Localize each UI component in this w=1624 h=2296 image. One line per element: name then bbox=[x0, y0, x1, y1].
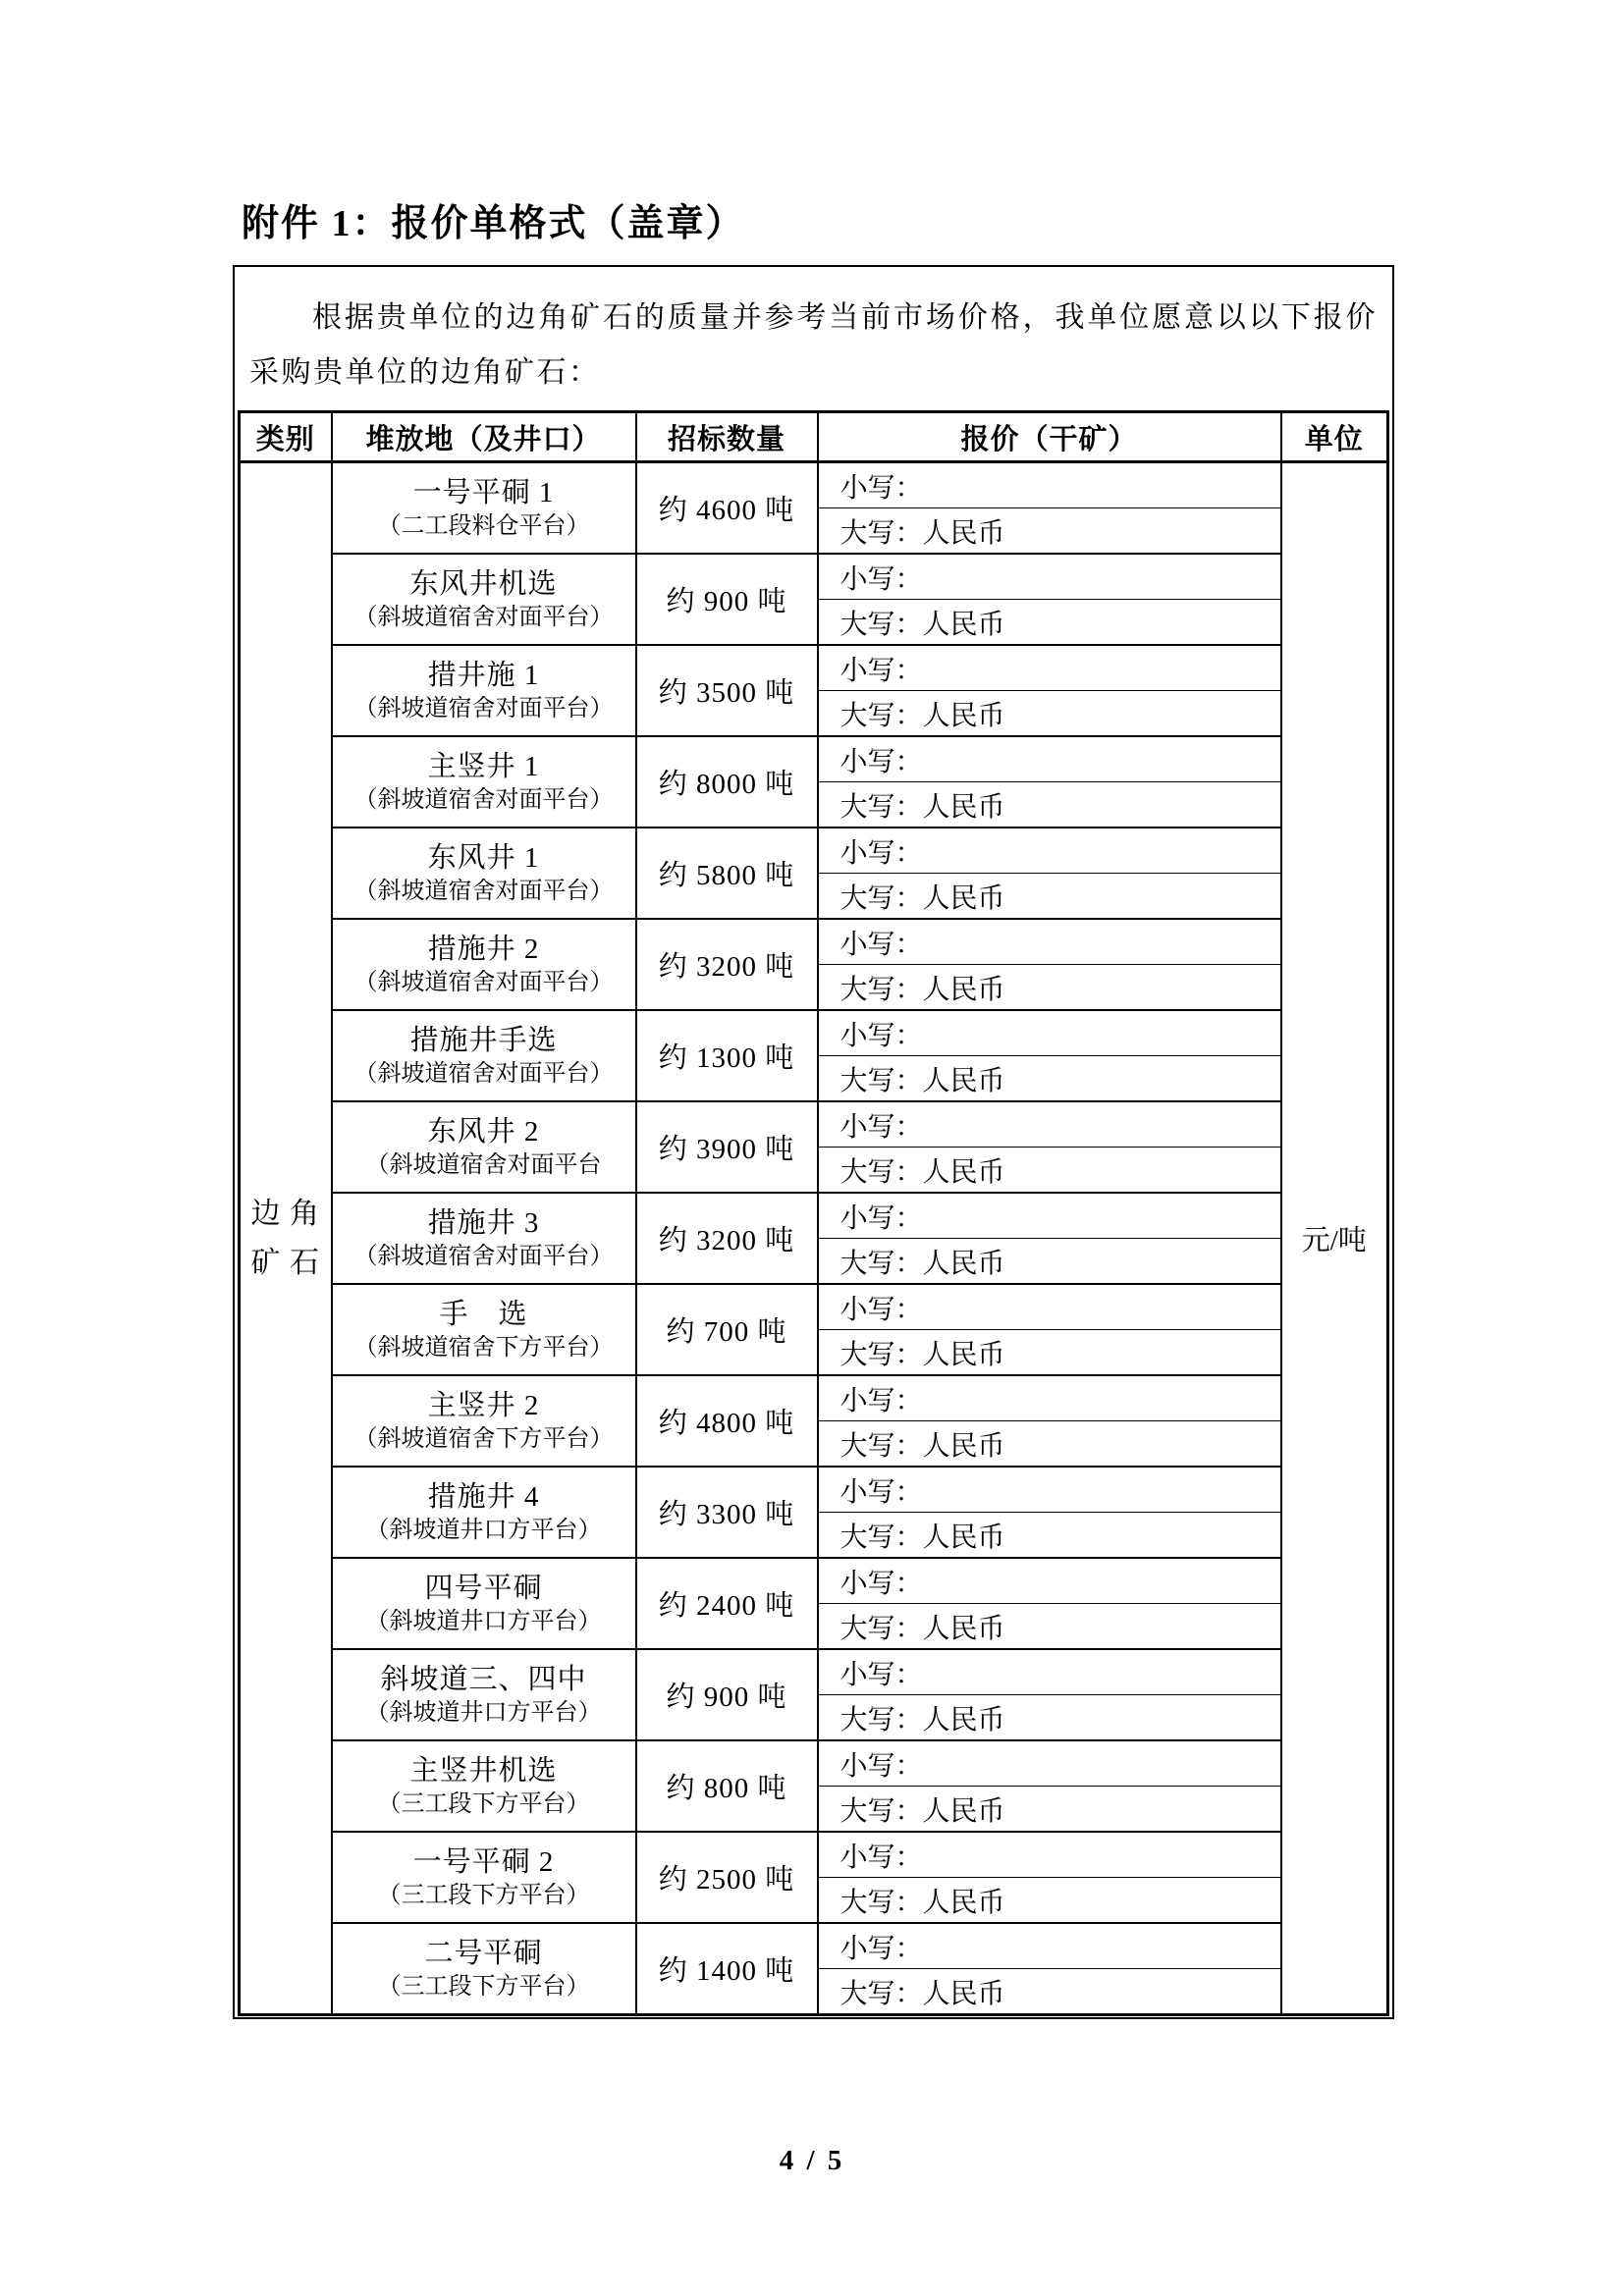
quote-uppercase-cell: 大写：人民币 bbox=[818, 1421, 1281, 1468]
quantity-cell: 约 1300 吨 bbox=[636, 1010, 818, 1101]
quote-lowercase-cell: 小写： bbox=[818, 1284, 1281, 1330]
quantity-cell: 约 3500 吨 bbox=[636, 645, 818, 736]
quantity-cell: 约 3900 吨 bbox=[636, 1101, 818, 1193]
location-name: 二号平硐 bbox=[424, 1938, 543, 1969]
location-name: 一号平硐 2 bbox=[412, 1846, 555, 1878]
quote-uppercase-cell: 大写：人民币 bbox=[818, 874, 1281, 920]
location-cell bbox=[332, 1649, 636, 1740]
location-name: 四号平硐 bbox=[424, 1573, 543, 1604]
location-subtitle: （斜坡道宿舍对面平台） bbox=[353, 787, 614, 813]
quote-lowercase-cell: 小写： bbox=[818, 1375, 1281, 1421]
quote-uppercase-cell: 大写：人民币 bbox=[818, 600, 1281, 646]
quote-lowercase-cell: 小写： bbox=[818, 1101, 1281, 1148]
quote-uppercase-cell: 大写：人民币 bbox=[818, 1604, 1281, 1650]
table-row bbox=[240, 919, 1388, 965]
table-row bbox=[240, 1375, 1388, 1421]
category-cell bbox=[240, 462, 332, 2015]
table-row bbox=[240, 1923, 1388, 1969]
location-subtitle: （斜坡道井口方平台） bbox=[365, 1609, 602, 1634]
quote-lowercase-cell: 小写： bbox=[818, 1558, 1281, 1604]
location-name: 措施井 4 bbox=[427, 1481, 540, 1513]
quote-lowercase-cell: 小写： bbox=[818, 1467, 1281, 1513]
location-subtitle: （斜坡道宿舍对面平台） bbox=[353, 1061, 614, 1087]
quote-uppercase-cell: 大写：人民币 bbox=[818, 1878, 1281, 1924]
location-subtitle: （斜坡道宿舍对面平台） bbox=[353, 696, 614, 721]
quote-lowercase-cell: 小写： bbox=[818, 1010, 1281, 1056]
quote-lowercase-cell: 小写： bbox=[818, 828, 1281, 874]
table-row bbox=[240, 462, 1388, 508]
quote-uppercase-cell: 大写：人民币 bbox=[818, 691, 1281, 737]
quantity-cell: 约 4600 吨 bbox=[636, 462, 818, 555]
intro-paragraph: 根据贵单位的边角矿石的质量并参考当前市场价格，我单位愿意以以下报价采购贵单位的边角矿石： bbox=[249, 301, 1378, 389]
location-subtitle: （斜坡道宿舍对面平台） bbox=[353, 605, 614, 630]
quantity-cell: 约 3200 吨 bbox=[636, 919, 818, 1010]
location-name: 措施井手选 bbox=[409, 1025, 558, 1056]
quote-uppercase-cell: 大写：人民币 bbox=[818, 1695, 1281, 1741]
quotation-table bbox=[238, 410, 1389, 2016]
location-name: 措施井 2 bbox=[427, 934, 540, 965]
location-name: 措井施 1 bbox=[427, 660, 540, 691]
location-cell bbox=[332, 828, 636, 919]
location-name: 主竖井 1 bbox=[427, 751, 540, 782]
location-cell bbox=[332, 1923, 636, 2015]
table-row bbox=[240, 1649, 1388, 1695]
quantity-cell: 约 8000 吨 bbox=[636, 736, 818, 828]
location-cell bbox=[332, 736, 636, 828]
quantity-cell: 约 900 吨 bbox=[636, 1649, 818, 1740]
location-subtitle: （斜坡道宿舍对面平台 bbox=[365, 1152, 602, 1178]
location-cell bbox=[332, 1740, 636, 1832]
location-cell bbox=[332, 1467, 636, 1558]
quote-lowercase-cell: 小写： bbox=[818, 919, 1281, 965]
quote-uppercase-cell: 大写：人民币 bbox=[818, 1056, 1281, 1102]
quote-uppercase-cell: 大写：人民币 bbox=[818, 1239, 1281, 1285]
location-name: 东风井机选 bbox=[409, 568, 558, 600]
quantity-cell: 约 4800 吨 bbox=[636, 1375, 818, 1467]
quote-lowercase-cell: 小写： bbox=[818, 1740, 1281, 1787]
header-unit: 单位 bbox=[1281, 412, 1388, 462]
table-row bbox=[240, 1010, 1388, 1056]
table-row bbox=[240, 736, 1388, 782]
location-subtitle: （三工段下方平台） bbox=[377, 1791, 590, 1817]
location-cell bbox=[332, 1284, 636, 1375]
quote-uppercase-cell: 大写：人民币 bbox=[818, 782, 1281, 828]
location-name: 主竖井 2 bbox=[427, 1390, 540, 1421]
quote-lowercase-cell: 小写： bbox=[818, 736, 1281, 782]
table-row bbox=[240, 1284, 1388, 1330]
page-number-text: 4 / 5 bbox=[779, 2145, 845, 2176]
quote-lowercase-cell: 小写： bbox=[818, 645, 1281, 691]
quotation-form-box bbox=[233, 265, 1394, 2019]
location-cell bbox=[332, 645, 636, 736]
quantity-cell: 约 700 吨 bbox=[636, 1284, 818, 1375]
quote-lowercase-cell: 小写： bbox=[818, 1923, 1281, 1969]
quote-uppercase-cell: 大写：人民币 bbox=[818, 1330, 1281, 1376]
category-line: 矿 石 bbox=[250, 1246, 320, 1279]
category-line: 边 角 bbox=[250, 1197, 320, 1230]
page-number bbox=[0, 2145, 1624, 2177]
location-cell bbox=[332, 919, 636, 1010]
location-name: 一号平硐 1 bbox=[412, 477, 555, 508]
table-row bbox=[240, 645, 1388, 691]
header-location: 堆放地（及井口） bbox=[332, 412, 636, 462]
location-subtitle: （三工段下方平台） bbox=[377, 1883, 590, 1908]
quantity-cell: 约 1400 吨 bbox=[636, 1923, 818, 2015]
location-cell bbox=[332, 1101, 636, 1193]
location-name: 东风井 2 bbox=[427, 1116, 540, 1148]
location-cell bbox=[332, 1832, 636, 1923]
table-row bbox=[240, 828, 1388, 874]
quote-uppercase-cell: 大写：人民币 bbox=[818, 508, 1281, 555]
table-row bbox=[240, 1740, 1388, 1787]
quantity-cell: 约 3200 吨 bbox=[636, 1193, 818, 1284]
location-subtitle: （斜坡道宿舍对面平台） bbox=[353, 1244, 614, 1269]
quote-uppercase-cell: 大写：人民币 bbox=[818, 1148, 1281, 1194]
location-cell bbox=[332, 1558, 636, 1649]
quantity-cell: 约 5800 吨 bbox=[636, 828, 818, 919]
quantity-cell: 约 800 吨 bbox=[636, 1740, 818, 1832]
location-cell bbox=[332, 1193, 636, 1284]
quote-lowercase-cell: 小写： bbox=[818, 1832, 1281, 1878]
location-subtitle: （斜坡道宿舍下方平台） bbox=[353, 1426, 614, 1452]
quote-uppercase-cell: 大写：人民币 bbox=[818, 965, 1281, 1011]
location-name: 斜坡道三、四中 bbox=[380, 1664, 587, 1695]
quantity-cell: 约 3300 吨 bbox=[636, 1467, 818, 1558]
header-quote: 报价（干矿） bbox=[818, 412, 1281, 462]
table-header-row bbox=[240, 412, 1388, 462]
location-subtitle: （斜坡道宿舍对面平台） bbox=[353, 879, 614, 904]
location-subtitle: （二工段料仓平台） bbox=[377, 513, 590, 539]
location-cell bbox=[332, 1375, 636, 1467]
table-row bbox=[240, 1193, 1388, 1239]
page-title: 附件 1：报价单格式（盖章） bbox=[242, 203, 745, 244]
location-subtitle: （斜坡道宿舍下方平台） bbox=[353, 1335, 614, 1361]
table-row bbox=[240, 554, 1388, 600]
location-name: 手 选 bbox=[439, 1299, 528, 1330]
location-subtitle: （斜坡道宿舍对面平台） bbox=[353, 970, 614, 995]
location-name: 东风井 1 bbox=[427, 842, 540, 874]
header-category: 类别 bbox=[240, 412, 332, 462]
quantity-cell: 约 2500 吨 bbox=[636, 1832, 818, 1923]
quote-lowercase-cell: 小写： bbox=[818, 1193, 1281, 1239]
quote-uppercase-cell: 大写：人民币 bbox=[818, 1787, 1281, 1833]
location-subtitle: （三工段下方平台） bbox=[377, 1974, 590, 2000]
unit-cell: 元/吨 bbox=[1281, 462, 1388, 2015]
quantity-cell: 约 2400 吨 bbox=[636, 1558, 818, 1649]
quote-lowercase-cell: 小写： bbox=[818, 1649, 1281, 1695]
location-cell bbox=[332, 554, 636, 645]
quote-uppercase-cell: 大写：人民币 bbox=[818, 1969, 1281, 2015]
location-subtitle: （斜坡道井口方平台） bbox=[365, 1700, 602, 1726]
quote-uppercase-cell: 大写：人民币 bbox=[818, 1513, 1281, 1559]
location-name: 措施井 3 bbox=[427, 1207, 540, 1239]
location-subtitle: （斜坡道井口方平台） bbox=[365, 1518, 602, 1543]
quantity-cell: 约 900 吨 bbox=[636, 554, 818, 645]
quote-lowercase-cell: 小写： bbox=[818, 554, 1281, 600]
header-quantity: 招标数量 bbox=[636, 412, 818, 462]
table-row bbox=[240, 1101, 1388, 1148]
location-cell bbox=[332, 462, 636, 555]
location-cell bbox=[332, 1010, 636, 1101]
quote-lowercase-cell: 小写： bbox=[818, 462, 1281, 508]
table-row bbox=[240, 1832, 1388, 1878]
table-row bbox=[240, 1467, 1388, 1513]
table-row bbox=[240, 1558, 1388, 1604]
location-name: 主竖井机选 bbox=[409, 1755, 558, 1787]
